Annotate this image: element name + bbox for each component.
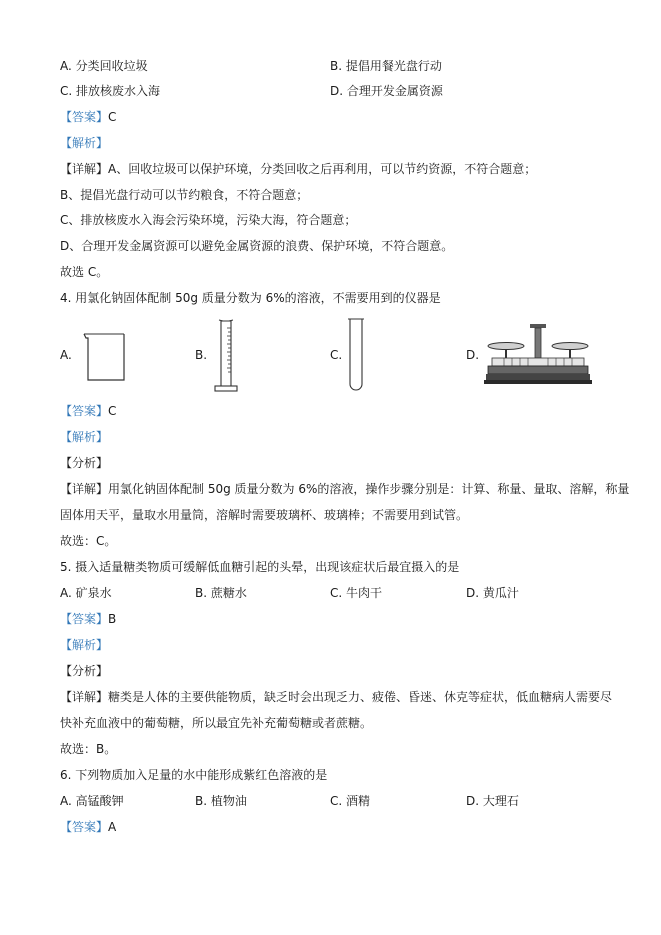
q3-option-d: D. 合理开发金属资源 xyxy=(330,84,443,98)
q5-answer xyxy=(60,611,116,627)
q3-option-b: B. 提倡用餐光盘行动 xyxy=(330,59,442,73)
q6-option-c: C. 酒精 xyxy=(330,794,371,808)
q3-option-a: A. 分类回收垃圾 xyxy=(60,59,148,73)
q5-stem: 5. 摄入适量糖类物质可缓解低血糖引起的头晕，出现该症状后最宜摄入的是 xyxy=(60,560,460,574)
q5-option-d: D. 黄瓜汁 xyxy=(466,586,519,600)
analysis-tag: 【解析】 xyxy=(60,136,109,150)
beaker-icon xyxy=(80,330,132,384)
q3-option-c: C. 排放核废水入海 xyxy=(60,84,161,98)
graduated-cylinder-icon xyxy=(212,318,240,394)
q3-analysis-tag xyxy=(60,135,108,151)
q4-option-a-label: A. xyxy=(60,348,72,362)
q5-detail-line xyxy=(60,689,612,705)
answer-tag: 【答案】 xyxy=(60,820,109,834)
q3-detail-line: C、排放核废水入海会污染环境，污染大海，符合题意； xyxy=(60,213,357,227)
test-tube-icon xyxy=(346,316,366,394)
q5-option-b: B. 蔗糖水 xyxy=(195,586,247,600)
q3-detail-line: B、提倡光盘行动可以节约粮食，不符合题意； xyxy=(60,188,309,202)
detail-tag: 【详解】 xyxy=(60,162,109,176)
q4-fenxi-tag: 【分析】 xyxy=(60,456,109,470)
answer-value: C xyxy=(108,404,117,418)
answer-value: C xyxy=(108,110,117,124)
q5-fenxi-tag: 【分析】 xyxy=(60,664,109,678)
q4-option-c-label: C. xyxy=(330,348,343,362)
q3-conclusion: 故选 C。 xyxy=(60,265,109,279)
detail-text: 糖类是人体的主要供能物质，缺乏时会出现乏力、疲倦、昏迷、休克等症状，低血糖病人需要尽 xyxy=(108,690,613,704)
q6-option-b: B. 植物油 xyxy=(195,794,247,808)
detail-text: 用氯化钠固体配制 50g 质量分数为 6%的溶液，操作步骤分别是：计算、称量、量取、溶解，称量 xyxy=(108,482,630,496)
answer-value: A xyxy=(108,820,117,834)
q5-conclusion: 故选：B。 xyxy=(60,742,117,756)
q3-detail-line xyxy=(60,161,536,177)
q4-answer xyxy=(60,403,116,419)
detail-tag: 【详解】 xyxy=(60,482,109,496)
analysis-tag: 【解析】 xyxy=(60,430,109,444)
answer-tag: 【答案】 xyxy=(60,612,109,626)
q5-detail-line: 快补充血液中的葡萄糖，所以最宜先补充葡萄糖或者蔗糖。 xyxy=(60,716,373,730)
answer-value: B xyxy=(108,612,117,626)
q5-analysis-tag xyxy=(60,637,108,653)
balance-scale-icon xyxy=(484,320,592,386)
q6-option-a: A. 高锰酸钾 xyxy=(60,794,124,808)
q4-conclusion: 故选：C。 xyxy=(60,534,117,548)
q4-analysis-tag xyxy=(60,429,108,445)
detail-text: A、回收垃圾可以保护环境，分类回收之后再利用，可以节约资源，不符合题意； xyxy=(108,162,537,176)
answer-tag: 【答案】 xyxy=(60,404,109,418)
q4-detail-line xyxy=(60,481,629,497)
q6-stem: 6. 下列物质加入足量的水中能形成紫红色溶液的是 xyxy=(60,768,328,782)
q4-detail-line: 固体用天平，量取水用量筒，溶解时需要玻璃杯、玻璃棒；不需要用到试管。 xyxy=(60,508,469,522)
analysis-tag: 【解析】 xyxy=(60,638,109,652)
q3-answer xyxy=(60,109,116,125)
q5-option-c: C. 牛肉干 xyxy=(330,586,383,600)
q4-option-b-label: B. xyxy=(195,348,208,362)
q4-stem: 4. 用氯化钠固体配制 50g 质量分数为 6%的溶液，不需要用到的仪器是 xyxy=(60,291,441,305)
detail-tag: 【详解】 xyxy=(60,690,109,704)
q3-detail-line: D、合理开发金属资源可以避免金属资源的浪费、保护环境，不符合题意。 xyxy=(60,239,454,253)
q6-answer xyxy=(60,819,116,835)
q4-option-d-label: D. xyxy=(466,348,480,362)
answer-tag: 【答案】 xyxy=(60,110,109,124)
q5-option-a: A. 矿泉水 xyxy=(60,586,112,600)
q6-option-d: D. 大理石 xyxy=(466,794,519,808)
